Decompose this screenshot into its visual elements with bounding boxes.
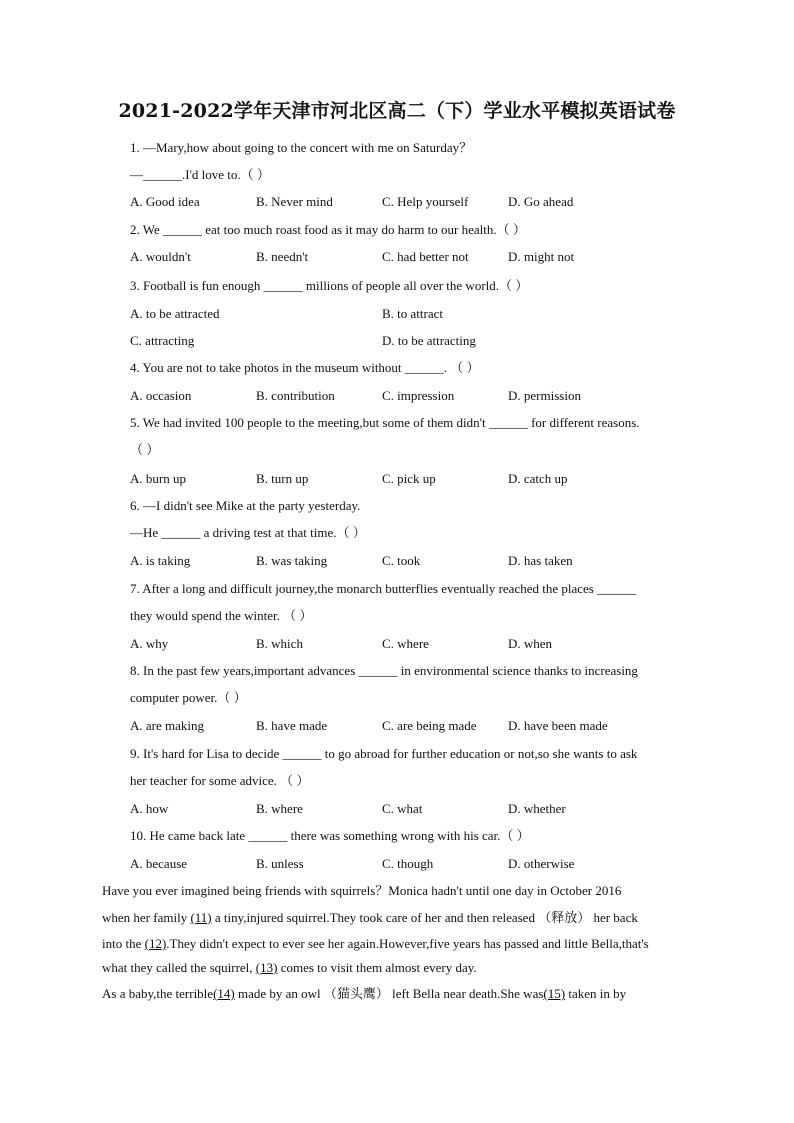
question-3-option-a: A. to be attracted: [130, 306, 220, 321]
passage-line: [102, 882, 621, 900]
passage-line: [102, 985, 626, 1003]
question-8-stem: computer power.（ ）: [130, 690, 247, 705]
passage-text: made by an owl （猫头鹰） left Bella near death.She was: [234, 986, 544, 1001]
question-6-option-b: B. was taking: [256, 553, 328, 568]
page-title: 2021-2022学年天津市河北区高二（下）学业水平模拟英语试卷: [118, 100, 676, 122]
question-6-option-a: A. is taking: [130, 553, 191, 568]
question-7-option-a: A. why: [130, 636, 169, 651]
question-9-option-c: C. what: [382, 801, 423, 816]
blank-number: (13): [255, 960, 278, 975]
question-5-option-d: D. catch up: [508, 471, 568, 486]
question-7-stem: 7. After a long and difficult journey,the monarch butterflies eventually reached the places ______: [130, 581, 637, 596]
question-1-option-a: A. Good idea: [130, 194, 200, 209]
question-5-option-c: C. pick up: [382, 471, 436, 486]
question-5-stem: 5. We had invited 100 people to the meeting,but some of them didn't ______ for different reasons.: [130, 415, 640, 430]
question-4-option-a: A. occasion: [130, 388, 192, 403]
question-8-option-b: B. have made: [256, 718, 328, 733]
passage-line: [102, 909, 638, 927]
question-10-stem: 10. He came back late ______ there was something wrong with his car.（ ）: [130, 828, 530, 843]
question-10-option-b: B. unless: [256, 856, 304, 871]
passage-text: .They didn't expect to ever see her again.However,five years has passed and little Bella,that's: [166, 936, 649, 951]
question-4-option-d: D. permission: [508, 388, 581, 403]
blank-number: (14): [213, 986, 235, 1001]
question-1-option-b: B. Never mind: [256, 194, 333, 209]
question-4-stem: 4. You are not to take photos in the museum without ______. （ ）: [130, 360, 480, 375]
question-2-option-a: A. wouldn't: [130, 249, 191, 264]
question-3-option-b: B. to attract: [382, 306, 444, 321]
question-10-option-a: A. because: [130, 856, 188, 871]
question-2-option-d: D. might not: [508, 249, 575, 264]
passage-text: what they called the squirrel,: [102, 960, 256, 975]
question-7-option-c: C. where: [382, 636, 429, 651]
question-3-option-d: D. to be attracting: [382, 333, 476, 348]
question-2-stem: 2. We ______ eat too much roast food as it may do harm to our health.（ ）: [130, 222, 526, 237]
question-7-stem: they would spend the winter. （ ）: [130, 608, 313, 623]
passage-line: [102, 959, 477, 977]
question-9-option-b: B. where: [256, 801, 303, 816]
blank-number: (11): [190, 910, 212, 925]
passage-text: comes to visit them almost every day.: [277, 960, 477, 975]
question-8-option-c: C. are being made: [382, 718, 477, 733]
question-8-option-a: A. are making: [130, 718, 205, 733]
question-6-option-c: C. took: [382, 553, 421, 568]
question-8-option-d: D. have been made: [508, 718, 608, 733]
blank-number: (15): [543, 986, 566, 1001]
question-8-stem: 8. In the past few years,important advances ______ in environmental science thanks to increasing: [130, 663, 638, 678]
passage-text: As a baby,the terrible: [102, 986, 214, 1001]
question-3-stem: 3. Football is fun enough ______ millions of people all over the world.（ ）: [130, 278, 529, 293]
question-1-option-c: C. Help yourself: [382, 194, 469, 209]
question-2-option-c: C. had better not: [382, 249, 469, 264]
passage-text: taken in by: [565, 986, 627, 1001]
passage-text: into the: [102, 936, 145, 951]
question-9-stem: her teacher for some advice. （ ）: [130, 773, 310, 788]
question-4-option-b: B. contribution: [256, 388, 335, 403]
question-9-option-a: A. how: [130, 801, 169, 816]
question-6-stem: —He ______ a driving test at that time.（ ）: [130, 525, 366, 540]
question-5-option-b: B. turn up: [256, 471, 309, 486]
question-5-stem: （ ）: [130, 442, 160, 457]
question-7-option-b: B. which: [256, 636, 303, 651]
blank-number: (12): [144, 936, 167, 951]
question-6-stem: 6. —I didn't see Mike at the party yesterday.: [130, 498, 361, 513]
passage-text: when her family: [102, 910, 191, 925]
question-9-stem: 9. It's hard for Lisa to decide ______ to go abroad for further education or not,so she wants to ask: [130, 746, 638, 761]
question-1-stem: —______.I'd love to.（ ）: [130, 167, 270, 182]
question-4-option-c: C. impression: [382, 388, 455, 403]
question-6-option-d: D. has taken: [508, 553, 573, 568]
question-9-option-d: D. whether: [508, 801, 566, 816]
question-1-stem: 1. —Mary,how about going to the concert with me on Saturday？: [130, 140, 473, 155]
passage-line: [102, 935, 649, 953]
question-2-option-b: B. needn't: [256, 249, 309, 264]
question-10-option-d: D. otherwise: [508, 856, 575, 871]
question-3-option-c: C. attracting: [130, 333, 195, 348]
question-7-option-d: D. when: [508, 636, 553, 651]
question-10-option-c: C. though: [382, 856, 434, 871]
passage-text: Have you ever imagined being friends with squirrels？Monica hadn't until one day in October 2016: [102, 883, 622, 898]
question-5-option-a: A. burn up: [130, 471, 186, 486]
question-1-option-d: D. Go ahead: [508, 194, 574, 209]
passage-text: a tiny,injured squirrel.They took care of her and then released （释放） her back: [211, 910, 638, 925]
